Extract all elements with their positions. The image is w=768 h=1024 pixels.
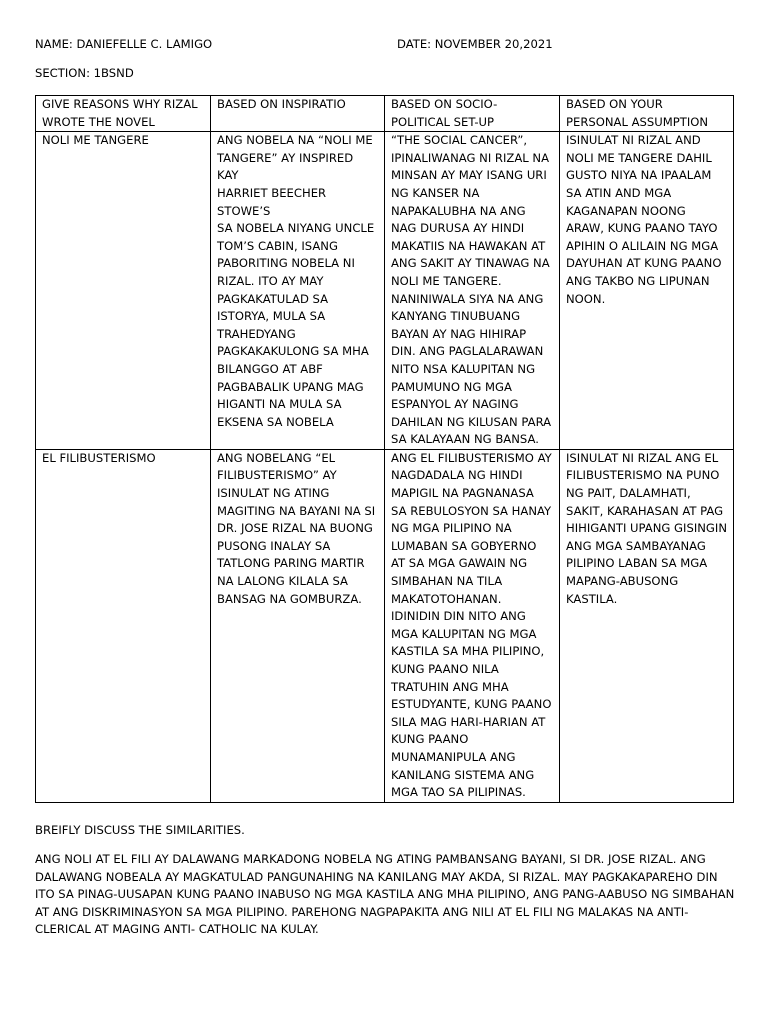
student-section: SECTION: 1BSND xyxy=(35,66,134,80)
table-cell-novel: EL FILIBUSTERISMO xyxy=(36,449,211,802)
table-row xyxy=(36,449,734,802)
table-cell-inspiration: ANG NOBELANG “EL FILIBUSTERISMO” AY ISINULAT NG ATING MAGITING NA BAYANI NA SI DR. JOSE RIZAL NA BUONG PUSONG INALAY SA TATLONG PARING MARTIR NA LALONG KILALA SA BANSAG NA GOMBURZA. xyxy=(211,449,385,802)
reasons-table xyxy=(35,95,734,803)
similarities-heading: BREIFLY DISCUSS THE SIMILARITIES. xyxy=(35,823,245,837)
table-cell-novel: NOLI ME TANGERE xyxy=(36,132,211,450)
table-header-cell: GIVE REASONS WHY RIZAL WROTE THE NOVEL xyxy=(36,96,211,132)
table-cell-personal: ISINULAT NI RIZAL AND NOLI ME TANGERE DAHIL GUSTO NIYA NA IPAALAM SA ATIN AND MGA KAGANAPAN NOONG ARAW, KUNG PAANO TAYO APIHIN O ALILAIN NG MGA DAYUHAN AT KUNG PAANO ANG TAKBO NG LIPUNAN NOON. xyxy=(560,132,734,450)
table-header-cell: BASED ON SOCIO-POLITICAL SET-UP xyxy=(385,96,560,132)
table-cell-personal: ISINULAT NI RIZAL ANG EL FILIBUSTERISMO NA PUNO NG PAIT, DALAMHATI, SAKIT, KARAHASAN AT PAG HIHIGANTI UPANG GISINGIN ANG MGA SAMBAYANAG PILIPINO LABAN SA MGA MAPANG-ABUSONG KASTILA. xyxy=(560,449,734,802)
similarities-paragraph: ANG NOLI AT EL FILI AY DALAWANG MARKADONG NOBELA NG ATING PAMBANSANG BAYANI, SI DR. JOSE RIZAL. ANG DALAWANG NOBEALA AY MAGKATULAD PANGUNAHING NA KANILANG MAY AKDA, SI RIZAL. MAY PAGKAKAPAREHO DIN ITO SA PINAG-UUSAPAN KUNG PAANO INABUSO NG MGA KASTILA ANG MHA PILIPINO, ANG PANG-AABUSO NG SIMBAHAN AT ANG DISKRIMINASYON SA MGA PILIPINO. PAREHONG NAGPAPAKITA ANG NILI AT EL FILI NG MALAKAS NA ANTI-CLERICAL AT MAGING ANTI- CATHOLIC NA KULAY. xyxy=(35,852,735,937)
table-header-cell: BASED ON YOUR PERSONAL ASSUMPTION xyxy=(560,96,734,132)
student-name: NAME: DANIEFELLE C. LAMIGO xyxy=(35,37,213,51)
table-row xyxy=(36,132,734,450)
table-cell-socio-political: “THE SOCIAL CANCER”, IPINALIWANAG NI RIZAL NA MINSAN AY MAY ISANG URI NG KANSER NA NAPAKALUBHA NA ANG NAG DURUSA AY HINDI MAKATIIS NA HAWAKAN AT ANG SAKIT AY TINAWAG NA NOLI ME TANGERE. NANINIWALA SIYA NA ANG KANYANG TINUBUANG BAYAN AY NAG HIHIRAP DIN. ANG PAGLALARAWAN NITO NSA KALUPITAN NG PAMUMUNO NG MGA ESPANYOL AY NAGING DAHILAN NG KILUSAN PARA SA KALAYAAN NG BANSA. xyxy=(385,132,560,450)
submission-date: DATE: NOVEMBER 20,2021 xyxy=(397,37,553,51)
table-cell-socio-political: ANG EL FILIBUSTERISMO AY NAGDADALA NG HINDI MAPIGIL NA PAGNANASA SA REBULOSYON SA HANAY NG MGA PILIPINO NA LUMABAN SA GOBYERNO AT SA MGA GAWAIN NG SIMBAHAN NA TILA MAKATOTOHANAN. IDINIDIN DIN NITO ANG MGA KALUPITAN NG MGA KASTILA SA MHA PILIPINO, KUNG PAANO NILA TRATUHIN ANG MHA ESTUDYANTE, KUNG PAANO SILA MAG HARI-HARIAN AT KUNG PAANO MUNAMANIPULA ANG KANILANG SISTEMA ANG MGA TAO SA PILIPINAS. xyxy=(385,449,560,802)
table-header-cell: BASED ON INSPIRATIO xyxy=(211,96,385,132)
table-cell-inspiration: ANG NOBELA NA “NOLI ME TANGERE” AY INSPIRED KAY HARRIET BEECHER STOWE’S SA NOBELA NIYANG UNCLE TOM’S CABIN, ISANG PABORITING NOBELA NI RIZAL. ITO AY MAY PAGKAKATULAD SA ISTORYA, MULA SA TRAHEDYANG PAGKAKAKULONG SA MHA BILANGGO AT ABF PAGBABALIK UPANG MAG HIGANTI NA MULA SA EKSENA SA NOBELA xyxy=(211,132,385,450)
table-header-row xyxy=(36,96,734,132)
